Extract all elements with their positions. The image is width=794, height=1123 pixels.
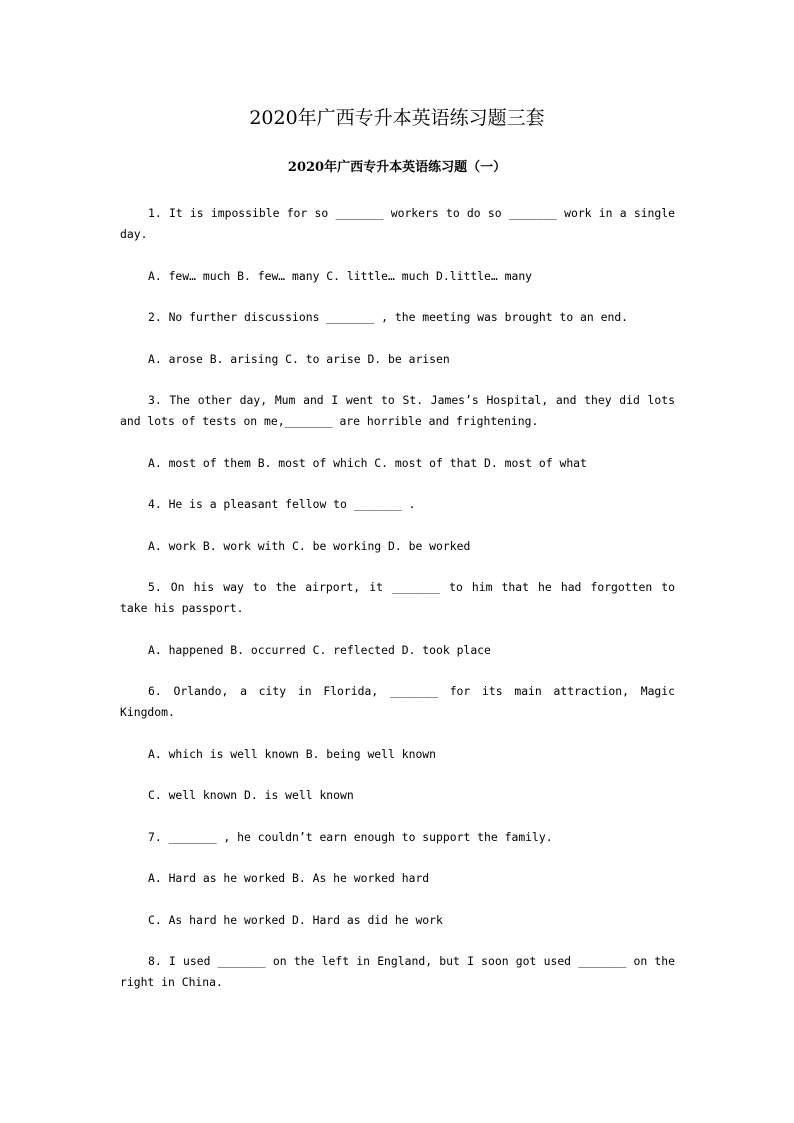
question-4-options: A. work B. work with C. be working D. be worked: [148, 538, 471, 553]
section-title: 2020年广西专升本英语练习题（一）: [287, 160, 507, 175]
question-7: 7. _______ , he couldn’t earn enough to support the family.: [148, 829, 553, 844]
question-5-options: A. happened B. occurred C. reflected D. took place: [148, 642, 491, 657]
question-2: 2. No further discussions _______ , the meeting was brought to an end.: [148, 310, 629, 324]
question-6-options-cd: C. well known D. is well known: [148, 788, 354, 802]
question-4: 4. He is a pleasant fellow to _______ .: [148, 497, 416, 511]
question-1: 1. It is impossible for so _______ workers to do so _______ work in a single day.: [120, 206, 675, 241]
question-6-options-ab: A. which is well known B. being well known: [148, 746, 437, 761]
question-3-options: A. most of them B. most of which C. most of that D. most of what: [148, 455, 587, 470]
question-1-options: A. few… much B. few… many C. little… much D.little… many: [148, 268, 533, 283]
question-3: 3. The other day, Mum and I went to St. James’s Hospital, and they did lots and lots of tests on me,_______ are horrible and frightening.: [120, 393, 675, 428]
question-6: 6. Orlando, a city in Florida, _______ for its main attraction, Magic Kingdom.: [120, 684, 675, 719]
question-8: 8. I used _______ on the left in England, but I soon got used _______ on the right in China.: [120, 954, 675, 989]
question-7-options-ab: A. Hard as he worked B. As he worked hard: [148, 871, 430, 885]
question-5: 5. On his way to the airport, it _______ to him that he had forgotten to take his passport.: [120, 580, 675, 615]
page-title: 2020年广西专升本英语练习题三套: [249, 107, 545, 129]
question-2-options: A. arose B. arising C. to arise D. be arisen: [148, 351, 450, 366]
document-body: [120, 203, 675, 1014]
question-7-options-cd: C. As hard he worked D. Hard as did he work: [148, 912, 443, 927]
